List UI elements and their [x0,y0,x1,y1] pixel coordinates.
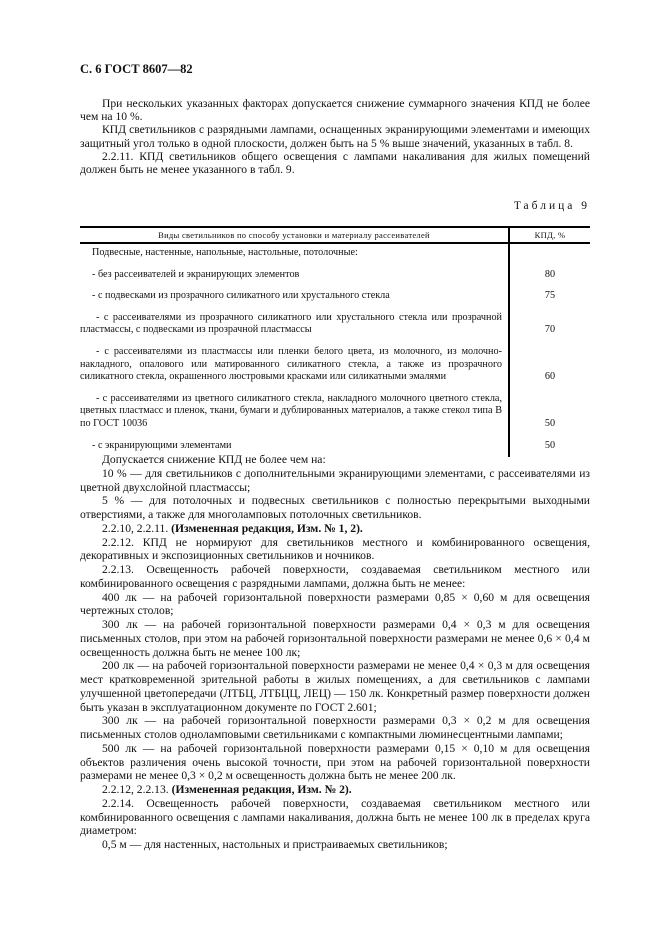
paragraph: 5 % — для потолочных и подвесных светильников с полностью перекрытыми выходными отверстиями, а также для многоламповых потолочных светильников. [80,494,590,521]
paragraph: При нескольких указанных факторах допускается снижение суммарного значения КПД не более чем на 10 %. [80,97,590,124]
amendment-note: (Измененная редакция, Изм. № 1, 2). [171,521,363,535]
row-type: - с рассеивателями из пластмассы или пленки белого цвета, из молочного, из молочно-накладного, опалового или матированного силикатного стекла, а также из прозрачного силикатного стекла, окрашенного люстровыми красками или силикатными эмалями [80,345,502,383]
table-caption: Таблица 9 [513,200,590,212]
row-value: 60 [544,371,556,383]
paragraph: Допускается снижение КПД не более чем на: [102,453,326,466]
paragraph [80,522,590,536]
paragraph: КПД светильников с разрядными лампами, оснащенных экранирующими элементами и имеющих защитный угол только в одной плоскости, должен быть на 5 % выше значений, указанных в табл. 8. [80,123,590,150]
page-header: С. 6 ГОСТ 8607—82 [80,62,193,76]
table-row [80,342,590,389]
paragraph: 2.2.13. Освещенность рабочей поверхности, создаваемая светильником местного или комбинированного освещения с разрядными лампами, должна быть не менее: [80,563,590,590]
row-type: - с экранирующими элементами [92,439,232,451]
amendment-note: (Измененная редакция, Изм. № 2). [171,783,352,796]
paragraph: 2.2.14. Освещенность рабочей поверхности, создаваемая светильником местного или комбинированного освещения с лампами накаливания, должна быть не менее 100 лк в пределах круга диаметром: [80,796,590,838]
paragraph: 300 лк — на рабочей горизонтальной поверхности размерами 0,3 × 0,2 м для освещения письменных столов одноламповыми светильниками с компактными люминесцентными лампами; [80,714,590,741]
paragraph: 400 лк — на рабочей горизонтальной поверхности размерами 0,85 × 0,60 м для освещения чертежных столов; [80,590,590,618]
paragraph: 300 лк — на рабочей горизонтальной поверхности размерами 0,4 × 0,3 м для освещения письменных столов, при этом на рабочей горизонтальной поверхности размерами не менее 0,6 × 0,4 м освещенность должна быть не менее 100 лк; [80,618,590,659]
table-9 [80,226,590,457]
row-value: 70 [544,324,556,336]
table-row [80,286,590,308]
paragraph: 0,5 м — для настенных, настольных и пристраиваемых светильников; [102,838,448,851]
row-value: 80 [544,268,556,280]
table-row-group [80,243,590,265]
paragraph: 2.2.12. КПД не нормируют для светильников местного и комбинированного освещения, декоративных и экспозиционных светильников и ночников. [80,535,590,563]
row-value: 50 [544,417,556,429]
paragraph [80,783,590,797]
row-type: - без рассеивателей и экранирующих элементов [92,268,300,280]
table-row [80,389,590,436]
column-header-type: Виды светильников по способу установки и материалу рассеивателей [80,227,509,243]
clause-number: 2.2.10, 2.2.11. [102,521,169,535]
column-header-efficiency: КПД, % [509,227,590,243]
table-row [80,265,590,287]
row-value: 50 [544,439,556,451]
body-text [80,453,590,852]
paragraph: 500 лк — на рабочей горизонтальной поверхности размерами 0,15 × 0,10 м для освещения объектов различения очень высокой точности, при этом на рабочей горизонтальной поверхности размерами не менее 0,3 × 0,2 м освещенность должна быть не менее 200 лк. [80,741,590,783]
paragraph: 200 лк — на рабочей горизонтальной поверхности размерами не менее 0,4 × 0,3 м для освещения мест кратковременной зрительной работы в жилых помещениях, а для светильников с лампами улучшенной цветопередачи (ЛТБЦ, ЛТБЦЦ, ЛЕЦ) — 150 лк. Конкретный размер поверхности должен быть указан в эксплуатационном документе по ГОСТ 2.601; [80,659,590,714]
row-type: - с рассеивателями из цветного силикатного стекла, накладного молочного цветного стекла, цветных пластмасс и пленок, ткани, бумаги и дублированных материалов, а также стекол типа В по ГОСТ 10036 [80,392,502,429]
intro-text [80,97,590,176]
group-label: Подвесные, настенные, напольные, настольные, потолочные: [92,247,358,258]
row-type: - с рассеивателями из прозрачного силикатного или хрустального стекла или прозрачной пластмассы, с подвесками из прозрачной пластмассы [80,311,502,336]
row-type: - с подвесками из прозрачного силикатного или хрустального стекла [92,290,390,302]
row-value: 75 [544,290,556,302]
table-row [80,308,590,342]
clause-number: 2.2.12, 2.2.13. [102,783,169,796]
paragraph: 2.2.11. КПД светильников общего освещения с лампами накаливания для жилых помещений должен быть не менее указанного в табл. 9. [80,149,590,177]
paragraph: 10 % — для светильников с дополнительными экранирующими элементами, с рассеивателями из цветной двухслойной пластмассы; [80,466,590,494]
